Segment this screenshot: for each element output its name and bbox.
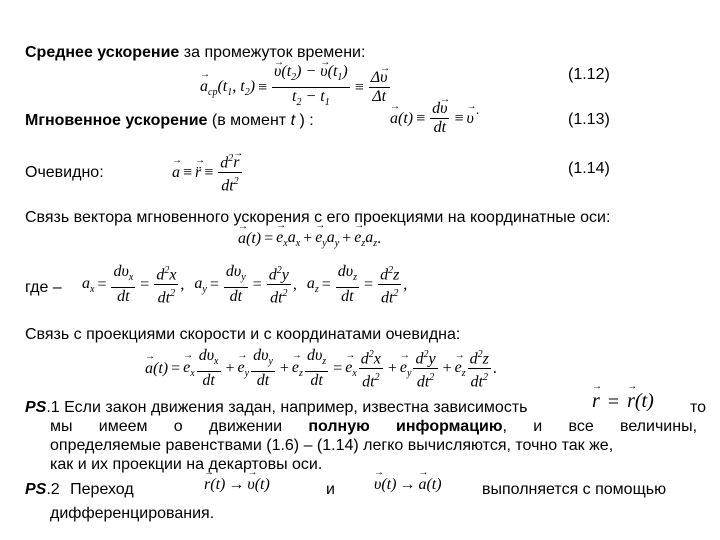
ps1-line2-bold: полную информацию — [308, 418, 503, 435]
coords-formula: → a(t) = → $e_x$ $\frac{d\upsilon_x}{dt}$ + → $e_y$ $\frac{d\upsilon_y}{dt}$ + → $e_z$ $\frac{d\upsilon_z}{dt}$ = → $e_x$ $\frac{d^2x}{dt^2}$ + → $e_y$ $\frac{d^2y}{dt^2}$ + → $e_z$ $\frac{d^2z}{dt^2}$ . — [145, 346, 497, 392]
avg-acc-text: за промежуток времени: — [179, 44, 366, 61]
ps1-line2 — [50, 417, 697, 436]
where-label: где – — [25, 279, 62, 296]
ps2-word1: Переход — [70, 481, 134, 498]
eq-1-13: (1.13) — [568, 111, 610, 128]
avg-acc-term: Среднее ускорение — [25, 44, 180, 61]
avg-acc-formula: → $a_{ср}(t_1$, $t_2$) ≡ → $\frac{\upsilon(t_2) - \to \upsilon(t_1)}{t_2 - t_1}$ ≡ $\frac{\Delta\to \upsilon}{\Delta t}$ — [200, 63, 392, 112]
ps2-word3: выполняется с помощью — [482, 481, 667, 498]
inst-acc-text: (в момент — [207, 112, 291, 129]
eq-1-12: (1.12) — [568, 66, 610, 83]
ps1-line1-tail: то — [690, 399, 707, 416]
ps1-line3: определяемые равенствами (1.6) – (1.14) легко вычисляются, точно так же, — [50, 437, 614, 454]
projection-formula: → a(t) = → $e_xa_x$ + → $e_ya_y$ + → $e_za_z$ . — [238, 229, 381, 249]
ps2-line2: дифференцирования. — [50, 505, 215, 522]
ps2-formula1: → r(t) → → υ(t) — [204, 476, 270, 494]
ps1-line1 — [25, 398, 528, 417]
components-formula: $a_x$ = $\frac{d\upsilon_x}{dt}$ = $\frac{d^2x}{dt^2}$ , $a_y$ = $\frac{d\upsilon_y}{dt}$ = $\frac{d^2y}{dt^2}$ , $a_z$ = $\frac{d\upsilon_z}{dt}$ = $\frac{d^2z}{dt^2}$ , — [82, 263, 408, 307]
inst-acc-formula: → a(t) ≡ $\frac{d\to \upsilon}{dt}$ ≡ → υ̇ — [390, 100, 474, 137]
inst-acc-term: Мгновенное ускорение — [25, 112, 208, 129]
obvious-label: Очевидно: — [25, 164, 104, 181]
ps1-line4: как и их проекции на декартовы оси. — [50, 456, 323, 473]
projection-line: Связь вектора мгновенного ускорения с его проекциями на координатные оси: — [25, 209, 611, 226]
ps1-text1: Если закон движения задан, например, известна зависимость — [64, 399, 528, 416]
ps1-line2-c: , и все величины, — [502, 418, 698, 435]
ps1-num: .1 — [46, 399, 60, 416]
coords-line: Связь с проекциями скорости и с координатами очевидна: — [25, 326, 461, 343]
inst-acc-tail: ) : — [295, 112, 314, 129]
ps1-line2-a: мы имеем о движении — [50, 418, 309, 435]
ps1-label: PS — [25, 399, 47, 416]
ps2-formula2: → υ(t) → → a(t) — [374, 476, 442, 494]
eq-1-14: (1.14) — [568, 160, 610, 177]
ps1-formula: → r = → r(t) — [592, 390, 654, 414]
avg-acc-line — [25, 43, 365, 62]
inst-acc-t: t — [290, 112, 296, 129]
ps2-num: .2 — [46, 481, 60, 498]
ps2-label: PS — [25, 481, 47, 498]
obvious-formula: → a ≡ → r̈ ≡ $\frac{d^2\to r}{dt^2}$ — [172, 150, 244, 196]
ps2-line1 — [25, 480, 134, 499]
ps2-word2: и — [326, 481, 335, 498]
inst-acc-line — [25, 111, 314, 130]
